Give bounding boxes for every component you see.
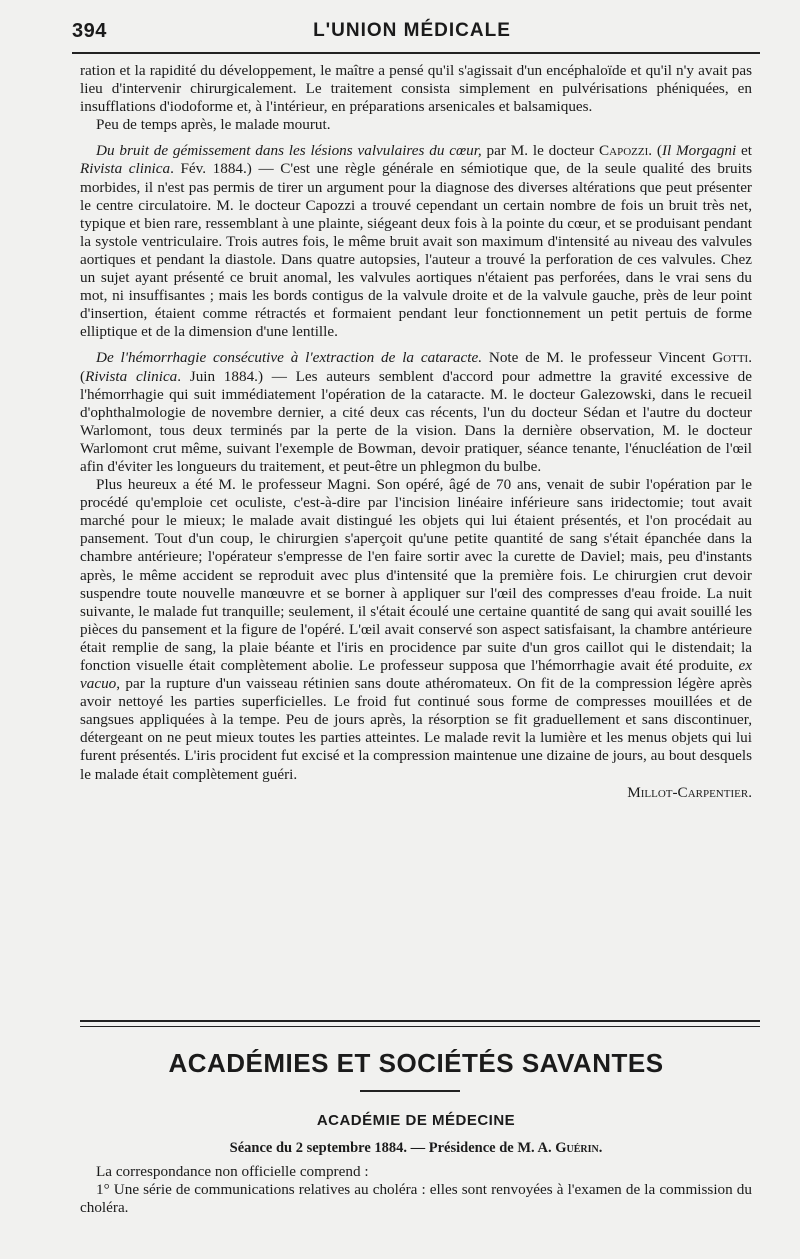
correspondence-item: 1° Une série de communications relatives au choléra : elles sont renvoyées à l'examen de la commission du choléra. [80,1181,752,1217]
article-body: C'est une règle générale en sémiotique que, de la seule qualité des bruits morbides, il n'est pas permis de tirer un argument pour la diagnose des diverses altérations que peut présenter le centre circulatoire. M. le docteur Capozzi a trouvé cependant un certain nombre de fois un bruit très net, typique et bien rare, ressemblant à une plainte, siégeant deux fois à la pointe du cœur, et se produisant pendant la systole ventriculaire. Trois autres fois, le même bruit avait son maximum d'intensité au niveau des valvules aortiques et pendant la diastole. Dans quatre autopsies, l'auteur a trouvé la perforation de ces valvules. Chez un sujet ayant présenté ce bruit anomal, les valvules aortiques n'étaient pas perforées, dans le vrai sens du mot, ni insuffisantes ; mais les bords contigus de la valvule droite et de la valvule gauche, près de leur point d'insertion, étaient comme rétractés et formaient pendant leur fonctionnement un petit pertuis de forme elliptique et de la dimension d'une lentille. [80,160,752,341]
continuation-paragraph-end: Peu de temps après, le malade mourut. [96,116,331,134]
correspondence-intro: La correspondance non officielle comprend : [96,1163,369,1180]
correspondence-text [80,1163,752,1217]
source-date: . Juin 1884.) — [177,367,296,385]
byline-prefix: par M. le docteur [481,142,600,160]
source-journal: Rivista clinica [85,367,178,385]
author-signature: Millot-Carpentier. [627,783,752,801]
main-text [80,62,752,802]
article-title: Du bruit de gémissement dans les lésions valvulaires du cœur, [96,142,482,160]
article-gemissement [80,142,752,341]
source-open: . ( [80,349,752,385]
article-title: De l'hémorrhagie consécutive à l'extraction de la cataracte. [96,349,483,367]
section-title-rule [360,1090,460,1092]
header-rule [72,52,760,54]
article-hemorrhagie-cont [80,476,752,784]
author-name: Capozzi [599,142,649,160]
section-title: ACADÉMIES ET SOCIÉTÉS SAVANTES [168,1048,664,1078]
continuation-paragraph: ration et la rapidité du développement, le maître a pensé qu'il s'agissait d'un encéphaloïde et qu'il n'y avait pas lieu d'intervenir chirurgicalement. Le traitement consista simplement en pulvérisations phéniquées, en insufflations d'iodoforme et, à l'intérieur, en préparations arsenicales et balsamiques. [80,62,752,116]
author-name: Gotti [712,349,749,367]
section-divider [80,1020,760,1027]
source-open: . ( [648,142,662,160]
source-date: . Fév. 1884.) — [170,160,281,178]
journal-title: L'UNION MÉDICALE [313,20,511,41]
article-body: Les auteurs semblent d'accord pour admettre la gravité excessive de l'hémorrhagie qui suit immédiatement l'opération de la cataracte. M. le docteur Galezowski, dans le recueil d'ophthalmologie de novembre dernier, a cité deux cas récents, l'un du docteur Sédan et l'autre du docteur Warlomont, tous deux terminés par la perte de la vision. Dans la dernière observation, M. le docteur Warlomont crut même, suivant l'exemple de Bowman, devoir pratiquer, séance tenante, l'énucléation de l'œil afin d'éviter les longueurs du traitement, et peut-être un phlegmon du bulbe. [80,367,752,475]
subsection-title: ACADÉMIE DE MÉDECINE [316,1112,516,1129]
running-head [72,18,752,48]
session-end: . [598,1140,603,1156]
article-body-2a: Plus heureux a été M. le professeur Magni. Son opéré, âgé de 70 ans, venait de subir l'opération par le procédé qu'emploie cet oculiste, c'est-à-dire par l'incision linéaire inférieure sans iridectomie; tout avait marché pour le mieux; le malade avait distingué les objets qui lui étaient présentés, et l'on procédait au pansement. Tout d'un coup, le chirurgien s'aperçoit qu'une petite quantité de sang s'était épanchée dans la chambre antérieure; l'opérateur s'empresse de l'en faire sortir avec la curette de Daviel; mais, peu d'instants après, le même accident se reproduit avec plus d'intensité que la première fois. Le chirurgien crut devoir suspendre toute nouvelle manœuvre et se borner à appliquer sur l'œil des compresses d'eau froide. La nuit suivante, le malade fut tranquille; seulement, il s'était écoulé une certaine quantité de sang qui avait souillé les pièces du pansement et la figure de l'opéré. L'œil avait conservé son aspect satisfaisant, la chambre antérieure était remplie de sang, la plaie béante et l'iris en procidence par suite d'un gros caillot qui le distendait; la fonction visuelle était complètement abolie. Le professeur supposa que l'hémorrhagie avait été produite, [80,476,752,674]
article-body-2b: , par la rupture d'un vaisseau rétinien sans doute athéromateux. On fit de la compression légère après avoir nettoyé les parties superficielles. Le froid fut continué sous forme de compresses mouillées et de sangsues appliquées à la tempe. Peu de jours après, la résorption se fit graduellement et sans discontinuer, détergeant on ne peut mieux toutes les parties atteintes. Le malade revit la lumière et les menus objets qui lui furent présentés. L'iris procident fut excisé et la compression maintenue une dizaine de jours, au bout desquels le malade était complètement guéri. [80,675,752,783]
byline-prefix: Note de M. le professeur Vincent [482,349,713,367]
source-journal: Il Morgagni [661,142,737,160]
president-name: Guérin [555,1140,599,1156]
session-text: Séance du 2 septembre 1884. — Présidence de M. A. [229,1140,556,1156]
article-hemorrhagie [80,349,752,476]
conjunction: et [736,142,752,160]
latin-phrase: ex vacuo [80,657,752,693]
source-journal-2: Rivista clinica [80,160,171,178]
page-number: 394 [72,20,107,42]
session-line [80,1140,752,1157]
